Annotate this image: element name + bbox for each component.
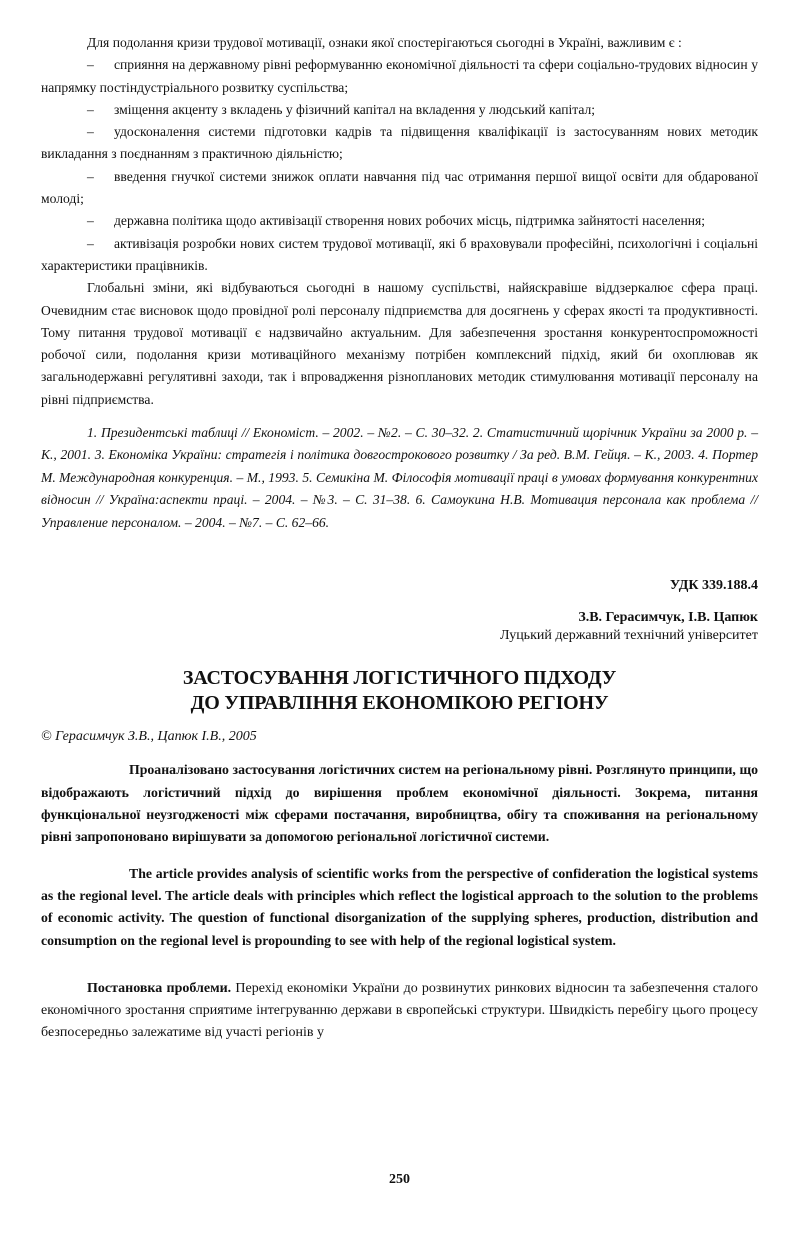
article-authors: З.В. Герасимчук, І.В. Цапюк xyxy=(578,610,758,626)
list-item xyxy=(41,210,758,232)
problem-statement-text: Перехід економіки України до розвинутих ринкових відносин та забезпечення сталого економічного зростання сприятиме інтегруванню держави в європейські структури. Швидкість перебігу цього процесу безпосередньо залежатиме від участі регіонів у xyxy=(41,980,758,1041)
abstract-ukrainian: Проаналізовано застосування логістичних систем на регіональному рівні. Розглянуто принципи, що відображають логістичний підхід до вирішення проблем економічної діяльності. Зокрема, питання функціональної неузгодженості між сферами постачання, виробництва, обігу та споживання на регіональному рівні запропоновано вирішувати за допомогою регіональної логістичної системи. xyxy=(41,762,758,845)
title-line-1: ЗАСТОСУВАННЯ ЛОГІСТИЧНОГО ПІДХОДУ xyxy=(182,667,617,690)
list-item xyxy=(41,166,758,211)
paragraph-crisis-intro: Для подолання кризи трудової мотивації, ознаки якої спостерігаються сьогодні в Україні, важливим є : xyxy=(87,35,682,50)
author-affiliation: Луцький державний технічний університет xyxy=(500,628,758,644)
list-item xyxy=(41,54,758,99)
page-number: 250 xyxy=(389,1172,410,1187)
problem-statement-heading: Постановка проблеми. xyxy=(87,980,232,996)
list-dash: – xyxy=(87,101,94,117)
list-item xyxy=(41,99,758,121)
list-item-text: державна політика щодо активізації створення нових робочих місць, підтримка зайнятості населення; xyxy=(114,213,706,229)
list-item xyxy=(41,233,758,278)
copyright-line: © Герасимчук З.В., Цапюк І.В., 2005 xyxy=(41,729,257,745)
recommendations-list xyxy=(41,54,758,277)
list-dash: – xyxy=(87,168,94,184)
list-item xyxy=(41,121,758,166)
list-dash: – xyxy=(87,124,94,140)
list-item-text: удосконалення системи підготовки кадрів та підвищення кваліфікації із застосуванням нових методик викладання з поєднанням з практичною діяльністю; xyxy=(41,124,758,162)
problem-statement-paragraph xyxy=(41,978,758,1045)
paragraph-global-changes: Глобальні зміни, які відбуваються сьогодні в нашому суспільстві, найяскравіше віддзеркалює сфера праці. Очевидним стає висновок щодо провідної ролі персоналу підприємства для досягнень у сферах якості та продуктивності. Тому питання трудової мотивації є надзвичайно актуальним. Для забезпечення зростання конкурентоспроможності робочої сили, подолання кризи мотиваційного механізму потрібен комплексний підхід, який би охоплював як загальнодержавні регулятивні заходи, так і впровадження різнопланових методик стимулювання мотивації персоналу на рівні підприємства. xyxy=(41,280,758,407)
list-item-text: активізація розробки нових систем трудової мотивації, які б враховували професійні, психологічні і соціальні характеристики працівників. xyxy=(41,235,758,273)
references: 1. Президентські таблиці // Економіст. – 2002. – №2. – С. 30–32. 2. Статистичний щорічник України за 2000 р. – К., 2001. 3. Економіка України: стратегія і політика довгострокового розвитку / За ред. В.М. Гейця. – К., 2003. 4. Портер М. Международная конкуренция. – М., 1993. 5. Семикіна М. Філософія мотивації праці в умовах формування конкурентних відносин // Україна:аспекти праці. – 2004. – №3. – С. 31–38. 6. Самоукина Н.В. Мотивация персонала как проблема // Управление персоналом. – 2004. – №7. – С. 62–66. xyxy=(41,425,758,530)
list-dash: – xyxy=(87,213,94,229)
list-dash: – xyxy=(87,235,94,251)
list-dash: – xyxy=(87,57,94,73)
title-line-2: ДО УПРАВЛІННЯ ЕКОНОМІКОЮ РЕГІОНУ xyxy=(190,692,609,715)
udc-code: УДК 339.188.4 xyxy=(669,578,758,594)
list-item-text: введення гнучкої системи знижок оплати навчання під час отримання першої вищої освіти для обдарованої молоді; xyxy=(41,168,758,207)
abstract-english: The article provides analysis of scientific works from the perspective of confideration the logistical systems as the regional level. The article deals with principles which reflect the logistical approach to the solution to the problems of economic activity. The question of functional disorganization of the supplying spheres, production, distribution and consumption on the regional level is propounding to see with help of the regional logistical system. xyxy=(41,865,758,948)
list-item-text: сприяння на державному рівні реформуванню економічної діяльності та сфери соціально-трудових відносин у напрямку постіндустріального розвитку суспільства; xyxy=(41,57,758,95)
list-item-text: зміщення акценту з вкладень у фізичний капітал на вкладення у людський капітал; xyxy=(114,101,596,117)
article-title xyxy=(41,666,758,716)
